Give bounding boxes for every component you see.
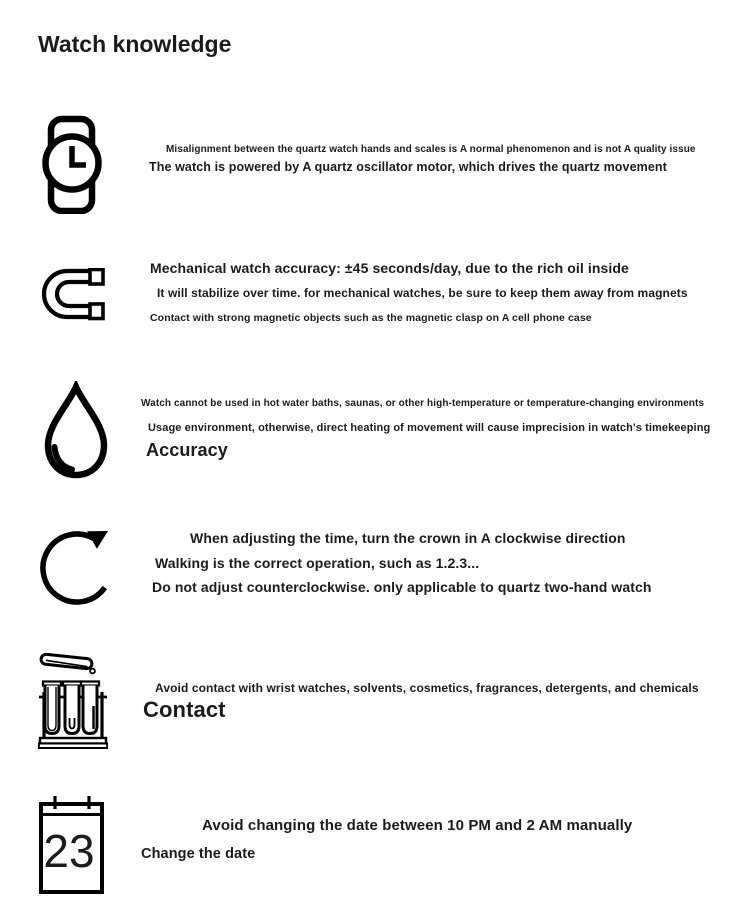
temperature-line1-text: Watch cannot be used in hot water baths, saunas, or other high-temperature or temperature-changing environments [141, 398, 705, 409]
watch-icon [41, 115, 103, 214]
page-title: Watch knowledge [38, 31, 232, 57]
test-tubes-icon [38, 650, 108, 750]
crown-line3-text: Do not adjust counterclockwise. only applicable to quartz two-hand watch [152, 579, 652, 595]
magnetism-line3-text: Contact with strong magnetic objects such as the magnetic clasp on A cell phone case [150, 312, 592, 324]
magnetism-line2-text: It will stabilize over time. for mechanical watches, be sure to keep them away from magnets [157, 286, 688, 300]
magnetism-headline-text: Mechanical watch accuracy: ±45 seconds/day, due to the rich oil inside [150, 260, 629, 276]
crown-line1-text: When adjusting the time, turn the crown in A clockwise direction [190, 530, 626, 546]
crown-line2-text: Walking is the correct operation, such as 1.2.3... [155, 555, 480, 571]
quartz-main-text: The watch is powered by A quartz oscillator motor, which drives the quartz movement [149, 160, 667, 174]
magnet-icon [41, 268, 105, 322]
water-drop-icon [40, 381, 112, 481]
quartz-note-text: Misalignment between the quartz watch hands and scales is A normal phenomenon and is not A quality issue [166, 144, 696, 155]
date-line2-text: Change the date [141, 846, 256, 862]
chemicals-line1-text: Avoid contact with wrist watches, solvents, cosmetics, fragrances, detergents, and chemicals [155, 681, 699, 695]
chemicals-heading: Contact [143, 697, 226, 722]
date-line1-text: Avoid changing the date between 10 PM and 2 AM manually [202, 817, 633, 834]
clockwise-arrow-icon [40, 524, 112, 608]
temperature-line2-text: Usage environment, otherwise, direct heating of movement will cause imprecision in watch's timekeeping [148, 422, 711, 434]
temperature-heading: Accuracy [146, 440, 228, 460]
calendar-day-number: 23 [43, 825, 95, 877]
